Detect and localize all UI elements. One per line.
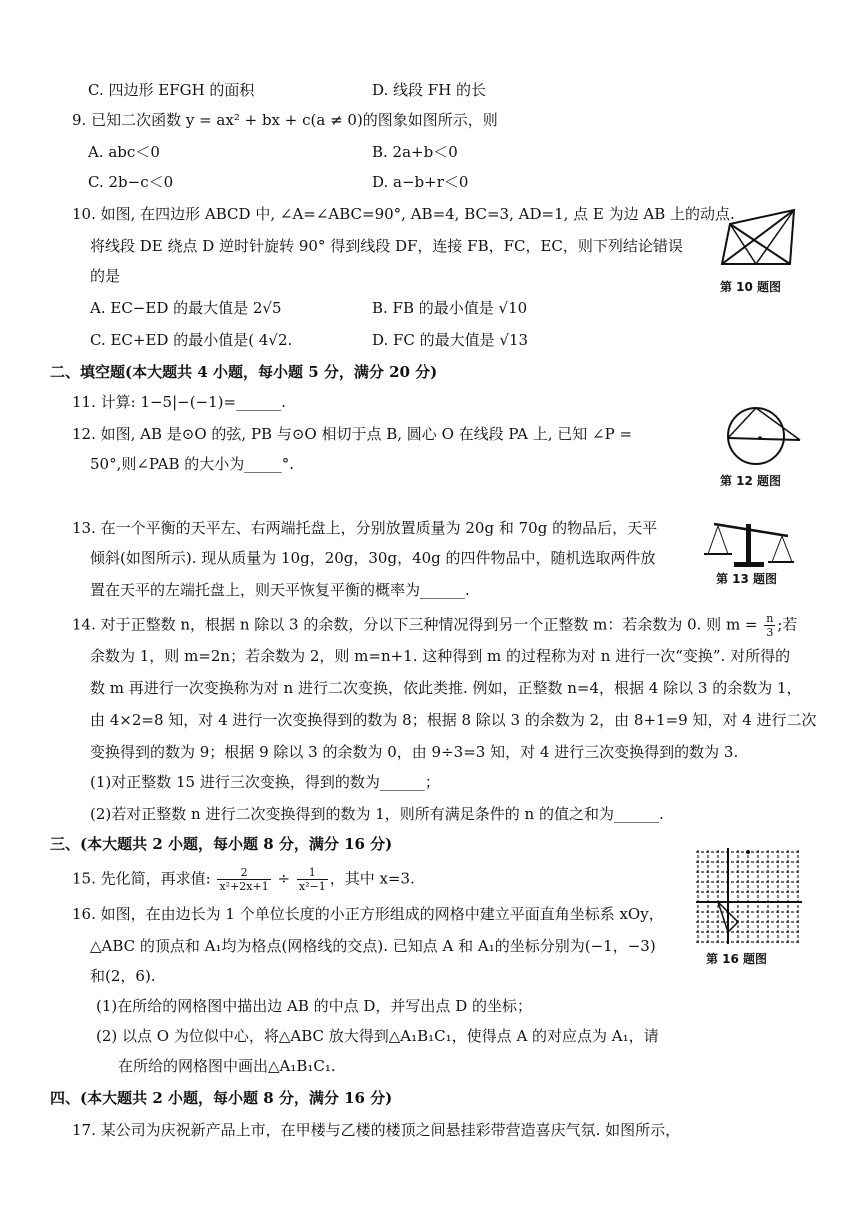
figure-12-caption: 第 12 题图 (720, 474, 782, 488)
fraction-denominator: x²+2x+1 (219, 880, 269, 893)
figure-12-circle (714, 402, 804, 468)
figure-16-caption: 第 16 题图 (706, 952, 768, 966)
q10-option-b: B. FB 的最小值是 √10 (372, 299, 528, 317)
q8-option-d: D. 线段 FH 的长 (372, 81, 487, 99)
q10-stem-line1: 10. 如图, 在四边形 ABCD 中, ∠A=∠ABC=90°, AB=4, BC=3, AD=1, 点 E 为边 AB 上的动点. (72, 205, 735, 223)
fraction-denominator: x²−1 (298, 880, 326, 893)
q16-part-1: (1)在所给的网格图中描出边 AB 的中点 D，并写出点 D 的坐标； (96, 997, 532, 1015)
q16-part-2-line2: 在所给的网格图中画出△A₁B₁C₁. (118, 1057, 336, 1075)
figure-13-balance-scale (704, 514, 794, 570)
q15-fraction-2 (297, 866, 328, 893)
q14-stem-line2: 余数为 1，则 m=2n；若余数为 2，则 m=n+1. 这种得到 m 的过程称为对 n 进行一次“变换”. 对所得的 (90, 647, 791, 665)
q12-stem-line2: 50°,则∠PAB 的大小为_____°. (90, 455, 295, 473)
q14-stem-line3: 数 m 再进行一次变换称为对 n 进行二次变换，依此类推. 例如，正整数 n=4，根据 4 除以 3 的余数为 1， (90, 679, 802, 697)
q14-part-2: (2)若对正整数 n 进行二次变换得到的数为 1，则所有满足条件的 n 的值之和为______. (90, 805, 664, 823)
q14-stem-line4: 由 4×2=8 知，对 4 进行一次变换得到的数为 8；根据 8 除以 3 的余数为 2，由 8+1=9 知，对 4 进行二次 (90, 711, 817, 729)
q14-fraction-n-over-3 (764, 612, 775, 639)
q15-tail: ，其中 x=3. (329, 869, 415, 888)
q9-option-d: D. a−b+r＜0 (372, 173, 469, 191)
q10-option-d: D. FC 的最大值是 √13 (372, 331, 529, 349)
q10-stem-line2: 将线段 DE 绕点 D 逆时针旋转 90° 得到线段 DF，连接 FB，FC，EC，则下列结论错误 (90, 237, 683, 255)
fraction-numerator: 1 (297, 866, 328, 880)
figure-16-grid (692, 846, 804, 946)
q17-stem-line1: 17. 某公司为庆祝新产品上市，在甲楼与乙楼的楼顶之间悬挂彩带营造喜庆气氛. 如图所示， (72, 1121, 681, 1139)
q14-line1-tail: ;若 (777, 615, 798, 634)
section-2-heading: 二、填空题(本大题共 4 小题，每小题 5 分，满分 20 分) (50, 363, 438, 381)
fraction-denominator: 3 (766, 626, 774, 639)
section-4-heading: 四、(本大题共 2 小题，每小题 8 分，满分 16 分) (50, 1089, 393, 1107)
q9-option-b: B. 2a+b＜0 (372, 143, 458, 161)
q13-stem-line1: 13. 在一个平衡的天平左、右两端托盘上，分别放置质量为 20g 和 70g 的物品后，天平 (72, 519, 658, 537)
q10-option-c: C. EC+ED 的最小值是( 4√2. (90, 331, 293, 349)
q11: 11. 计算: 1−5|−(−1)=______. (72, 393, 286, 411)
q9-option-a: A. abc＜0 (88, 143, 160, 161)
q12-stem-line1: 12. 如图, AB 是⊙O 的弦, PB 与⊙O 相切于点 B, 圆心 O 在线段 PA 上, 已知 ∠P = (72, 425, 633, 443)
q10-stem-line3: 的是 (90, 267, 121, 285)
q14-stem-line1 (72, 612, 797, 639)
q16-part-2-line1: (2) 以点 O 为位似中心，将△ABC 放大得到△A₁B₁C₁，使得点 A 的对应点为 A₁，请 (96, 1027, 659, 1045)
q15-text: 15. 先化简，再求值: (72, 869, 211, 888)
q9-option-c: C. 2b−c＜0 (88, 173, 174, 191)
q13-stem-line3: 置在天平的左端托盘上，则天平恢复平衡的概率为______. (90, 581, 470, 599)
fraction-numerator: n (766, 612, 774, 625)
q14-line1-text: 14. 对于正整数 n，根据 n 除以 3 的余数，分以下三种情况得到另一个正整数 m：若余数为 0. 则 m = (72, 615, 758, 634)
q16-stem-line3: 和(2，6). (90, 967, 156, 985)
q13-stem-line2: 倾斜(如图所示). 现从质量为 10g，20g，30g，40g 的四件物品中，随机选取两件放 (90, 549, 656, 567)
fraction-numerator: 2 (217, 866, 270, 880)
section-3-heading: 三、(本大题共 2 小题，每小题 8 分，满分 16 分) (50, 835, 393, 853)
q9-stem: 9. 已知二次函数 y = ax² + bx + c(a ≠ 0)的图象如图所示，则 (72, 111, 498, 129)
divide-sign: ÷ (277, 869, 291, 888)
figure-10-caption: 第 10 题图 (720, 280, 782, 294)
q16-stem-line1: 16. 如图，在由边长为 1 个单位长度的小正方形组成的网格中建立平面直角坐标系 xOy， (72, 905, 664, 923)
q14-stem-line5: 变换得到的数为 9；根据 9 除以 3 的余数为 0，由 9÷3=3 知，对 4 进行三次变换得到的数为 3. (90, 743, 739, 761)
figure-10-quadrilateral (716, 204, 802, 274)
q10-option-a: A. EC−ED 的最大值是 2√5 (90, 299, 282, 317)
q15-fraction-1 (217, 866, 270, 893)
q14-part-1: (1)对正整数 15 进行三次变换，得到的数为______； (90, 773, 440, 791)
figure-13-caption: 第 13 题图 (716, 572, 778, 586)
q8-option-c: C. 四边形 EFGH 的面积 (88, 81, 255, 99)
q16-stem-line2: △ABC 的顶点和 A₁均为格点(网格线的交点). 已知点 A 和 A₁的坐标分别为(−1，−3) (90, 937, 656, 955)
q15-stem (72, 866, 415, 893)
